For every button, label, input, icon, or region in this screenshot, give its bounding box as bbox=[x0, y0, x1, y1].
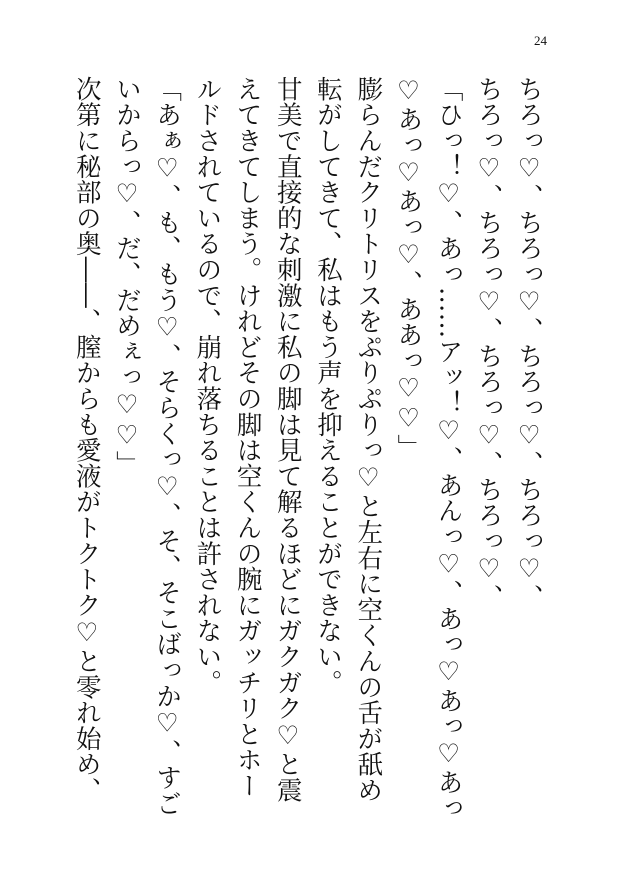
text-line-10: 「あぁ♡、も、もう♡、そらくっ♡、そ、そこばっか♡、すご bbox=[152, 76, 183, 817]
text-line-12: 次第に秘部の奥――、膣からも愛液がトクトク♡と零れ始め、 bbox=[71, 76, 102, 803]
text-line-6: 転がしてきて、私はもう声を抑えることができない。 bbox=[312, 76, 343, 696]
text-line-5: 膨らんだクリトリスをぷりぷりっ♡と左右に空くんの舌が舐め bbox=[353, 76, 384, 803]
text-line-11: いからっ♡、だ、だめぇっ♡♡」 bbox=[111, 76, 142, 477]
text-line-4: ♡あっ♡あっ♡、ああっ♡♡」 bbox=[393, 76, 424, 460]
body-text bbox=[67, 76, 549, 836]
text-line-2: ちろっ♡、ちろっ♡、ちろっ♡、ちろっ♡、 bbox=[473, 76, 504, 610]
text-line-9: ルドされているので、崩れ落ちることは許されない。 bbox=[192, 76, 223, 696]
page-number: 24 bbox=[534, 33, 547, 48]
text-line-1: ちろっ♡、ちろっ♡、ちろっ♡、ちろっ♡、 bbox=[514, 76, 544, 610]
text-line-3: 「ひっ！♡、あっ……アッ！♡、あんっ♡、あっ♡あっ♡あっ bbox=[433, 76, 464, 821]
text-line-7: 甘美で直接的な刺激に私の脚は見て解るほどにガクガク♡と震 bbox=[272, 76, 303, 803]
text-line-8: えてきてしまう。けれどその脚は空くんの腕にガッチリとホー bbox=[232, 76, 263, 799]
